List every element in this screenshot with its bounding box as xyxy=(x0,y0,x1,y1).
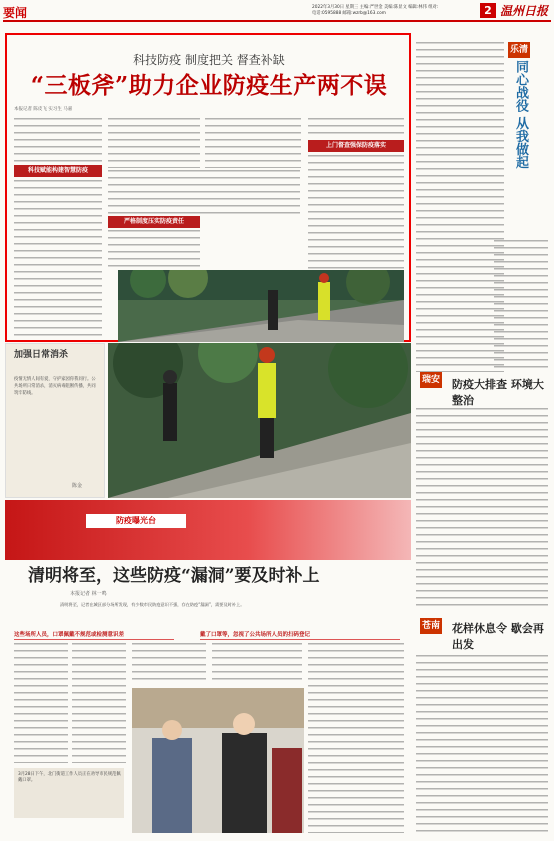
article-column-text xyxy=(108,118,200,168)
article-byline: 本报记者 陈皮飞 实习生 马嘉 xyxy=(14,107,73,112)
header-date-line: 2022年3月30日 星期三 主编:严世金 美编:陈显文 编辑:林伟 组对: xyxy=(312,5,439,10)
header-contact-line: 电话:0595888 邮箱:wzrb@163.com xyxy=(312,11,386,16)
large-photo xyxy=(108,343,411,498)
sidebar-tag-yueqing: 乐清 xyxy=(508,42,530,58)
article-subhead: 科技赋能构建智慧防疫 xyxy=(14,165,102,177)
article-column-text xyxy=(108,170,300,214)
article-photo xyxy=(118,270,404,342)
photo-park-patrol xyxy=(108,343,411,498)
sidebar-column-text xyxy=(416,42,504,372)
photo-caption: 3月28日下午，北门街道工作人员正在劝导市民规范佩戴口罩。 xyxy=(18,772,121,783)
photo-park-workers xyxy=(118,270,404,342)
special-byline: 本报记者 林一鸣 xyxy=(70,591,107,597)
page-number: 2 xyxy=(480,3,496,18)
special-headline: 清明将至，这些防疫“漏洞”要及时补上 xyxy=(28,566,320,586)
special-summary: 清明将至，记者在城区部分场所发现，有少数市民防疫意识不强，存在防疫“漏洞”，需要及时补上。 xyxy=(60,602,245,607)
sidebar-column-text xyxy=(494,240,548,372)
sidebar-tag-cangnan: 苍南 xyxy=(420,618,442,634)
sidebar-column-text xyxy=(416,408,548,608)
special-subhead: 戴了口罩等，忽视了公共场所人员的扫码登记 xyxy=(200,630,400,640)
header-rule xyxy=(3,20,551,22)
special-column-text xyxy=(72,643,126,763)
poem-title: 加强日常消杀 xyxy=(14,350,69,360)
special-column-text xyxy=(308,643,404,833)
sidebar-title-yueqing: 同心战役 从我做起 xyxy=(513,60,528,169)
article-column-text xyxy=(308,118,404,138)
article-subhead: 上门督查强保防疫落实 xyxy=(308,140,404,152)
special-column-text xyxy=(212,643,302,683)
section-title: 要闻 xyxy=(3,6,28,20)
sidebar-title-ruian: 防疫大排查 环境大整治 xyxy=(452,378,544,407)
special-subhead: 这些场所人员，口罩佩戴不规范或检测意识差 xyxy=(14,630,174,640)
sidebar-column-text xyxy=(416,655,548,835)
photo-mask-check xyxy=(132,688,304,833)
poem-box xyxy=(5,343,105,498)
newspaper-logo: 温州日报 xyxy=(500,4,549,18)
banner-label: 防疫曝光台 xyxy=(86,514,186,528)
poem-author: 陈金 xyxy=(72,483,83,489)
article-column-text xyxy=(205,118,301,168)
article-headline: “三板斧”助力企业防疫生产两不误 xyxy=(30,72,388,99)
sidebar-title-cangnan: 花样休息令 歇会再出发 xyxy=(452,622,544,651)
article-column-text xyxy=(14,118,102,162)
article-kicker: 科技防疫 制度把关 督查补缺 xyxy=(133,53,285,67)
article-subhead: 严格制度压实防疫责任 xyxy=(108,216,200,228)
special-photo xyxy=(132,688,304,833)
special-column-text xyxy=(14,643,68,763)
header-info xyxy=(312,5,480,17)
poem-text: 疫情无情人间有爱，守护家园你我同行。公共场所日常消杀，消灭病毒阻断传播，共同筑牢防线。 xyxy=(14,377,96,396)
special-column-text xyxy=(132,643,206,683)
special-banner xyxy=(5,500,411,560)
sidebar-tag-ruian: 瑞安 xyxy=(420,372,442,388)
article-column-text xyxy=(14,180,102,340)
article-column-text xyxy=(108,230,200,270)
